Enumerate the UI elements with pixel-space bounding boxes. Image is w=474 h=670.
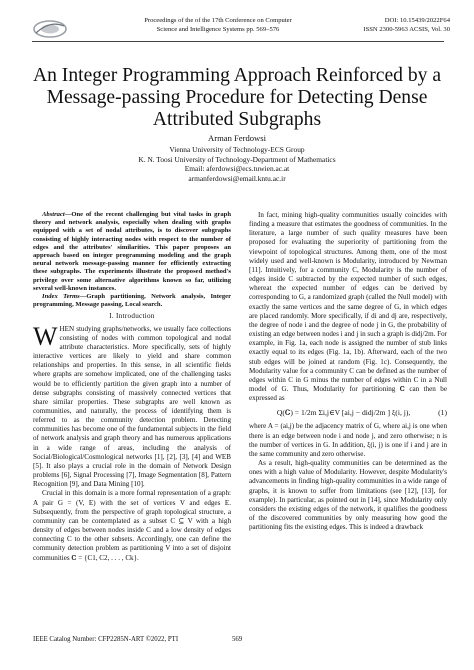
limitations-paragraph: As a result, high-quality communities can be determined as the ones with a high value of Modularity. However, despite Modularity's advancements in finding high-quality communities in a wide range of graphs, it is known to suffer from limitations (see [12], [13], for example). In particular, as pointed out in [14], since Modularity only considers the existing edges of the network, it qualifies the goodness of the discovered communities by only measuring how good the partitioning fits the existing edges. This is indeed a drawback bbox=[249, 459, 447, 532]
author-affiliation-1: Vienna University of Technology-ECS Group bbox=[169, 145, 305, 155]
abstract-text: —One of the recent challenging but vital tasks in graph theory and network analysis, especially when dealing with graphs equipped with a set of nodal attributes, is to discover subgraphs consisting of highly interacting nodes with respect to the number of edges and the attributes' similarities. This paper proposes an approach based on integer programming modeling and the graph neural network message-passing manner for efficiently extracting these subgraphs. The experiments illustrate the proposed method's privilege over some alternative algorithms known so far, utilizing several well-known instances. bbox=[33, 211, 231, 292]
header-rule bbox=[32, 41, 444, 42]
paper-title: An Integer Programming Approach Reinforced by a Message-passing Procedure for Detecting Dense Attributed Subgraphs bbox=[32, 65, 442, 130]
header-issn: ISSN 2300-5963 ACSIS, Vol. 30 bbox=[363, 26, 450, 33]
author-email-1: Email: aferdowsi@ecs.tuwien.ac.at bbox=[184, 164, 290, 174]
header-doi: DOI: 10.15439/2022F64 bbox=[384, 17, 450, 24]
left-column bbox=[33, 211, 231, 563]
equation-expression: Q(𝐂) = 1/2m Σi,j∈V [ai,j − didj/2m ] ξ(i, j), bbox=[276, 408, 411, 418]
page-number: 569 bbox=[232, 636, 243, 643]
footer-catalog: IEEE Catalog Number: CFP2285N-ART ©2022, PTI bbox=[33, 636, 179, 643]
equation-number: (1) bbox=[438, 408, 447, 418]
abstract-label: Abstract bbox=[42, 211, 65, 218]
header-proceedings bbox=[118, 16, 318, 34]
author-name: Arman Ferdowsi bbox=[208, 133, 266, 143]
abstract bbox=[33, 211, 231, 293]
author-block bbox=[60, 134, 414, 183]
header-proceedings-line2: Science and Intelligence Systems pp. 569–576 bbox=[156, 26, 280, 33]
modularity-paragraph: In fact, mining high-quality communities usually coincides with finding a measure that estimates the goodness of communities. In the literature, a large number of such quality measures have been proposed for evaluating the superiority of partitioning from the viewpoint of topological structures. Among them, one of the most widely used and well-known is Modularity, introduced by Newman [11]. Intuitively, for a community C, Modularity is the number of edges inside C subtracted by the expected number of such edges, whereat the expected number of edges can be derived by corresponding to G, a randomized graph (called the Null model) with exactly the same vertices and the same degree of G, in which edges are placed randomly. More specifically, if di and dj are, respectively, the degree of node i and the degree of node j in G, the probability of existing an edge between nodes i and j in such a graph is didj/2m. For example, in Fig. 1a, each node is assigned the number of stub links exactly equal to its edges (Fig. 1a, 1b). Afterward, each of the two stub edges will be joined at random (Fig. 1c). Consequently, the Modularity value for a community C can be defined as the number of edges within C in G minus the number of edges within C in a Null model of G. Thus, Modularity for partitioning 𝐂 can then be expressed as bbox=[249, 211, 447, 403]
fedcsis-logo-icon bbox=[32, 18, 68, 40]
intro-paragraph-1-text: HEN studying graphs/networks, we usually face collections consisting of nodes with common topological and nodal attribute characteristics. More specifically, sets of highly interactive vertices are likely to yield and share common relationships and properties. In this sense, in all scientific fields where graphs are somehow implicated, one of the challenging tasks would be to efficiently partition the given graph into a number of dense subgraphs consisting of massively connected vertices that share similar properties. These subgraphs are well known as communities, and naturally, the process of identifying them is referred to as the community detection problem. Detecting communities has become one of the fundamental subjects in the field of network analysis and graph theory and has numerous applications in a wide range of areas, including the analysis of Social/Biological/Cosmological networks [1], [2], [3], [4] and WEB [5]. It also plays a crucial role in the domain of Network Design problems [6], Signal Processing [7], Image Segmentation [8], Pattern Recognition [9], and Data Mining [10]. bbox=[33, 324, 231, 489]
adjacency-paragraph: where A = (ai,j) be the adjacency matrix of G, where ai,j is one when there is an edge between node i and node j, and zero otherwise; n is the number of vertices in G. In addition, ξ(i, j) is one if i and j are in the same community and zero otherwise. bbox=[249, 422, 447, 458]
dropcap: W bbox=[33, 321, 58, 351]
index-terms bbox=[33, 293, 231, 309]
intro-paragraph-2: Crucial in this domain is a more formal representation of a graph: A pair G = (V, E) with the set of vertices V and edges E. Subsequently, from the perspective of graph topological structure, a community can be contemplated as a subset C ⊆ V with a high density of edges between nodes inside C and a low density of edges connecting C to the other subsets. Accordingly, one can define the community detection problem as partitioning V into a set of disjoint communities 𝐂 = {C1, C2, . . . , Ck}. bbox=[33, 489, 231, 562]
right-column bbox=[249, 211, 447, 532]
header-proceedings-line1: Proceedings of the of the 17th Conference on Computer bbox=[144, 17, 292, 24]
author-email-2: armanferdowsi@email.kntu.ac.ir bbox=[188, 173, 286, 183]
author-affiliation-2: K. N. Toosi University of Technology-Department of Mathematics bbox=[138, 154, 336, 164]
intro-paragraph-1 bbox=[33, 321, 231, 490]
section-heading-introduction: I. Introduction bbox=[109, 312, 155, 321]
equation-modularity bbox=[249, 408, 447, 417]
header-identifiers bbox=[330, 16, 450, 34]
index-terms-label: Index Terms bbox=[42, 293, 80, 301]
index-terms-text: —Graph partitioning, Network analysis, Integer programming, Message passing, Local search. bbox=[33, 293, 232, 309]
